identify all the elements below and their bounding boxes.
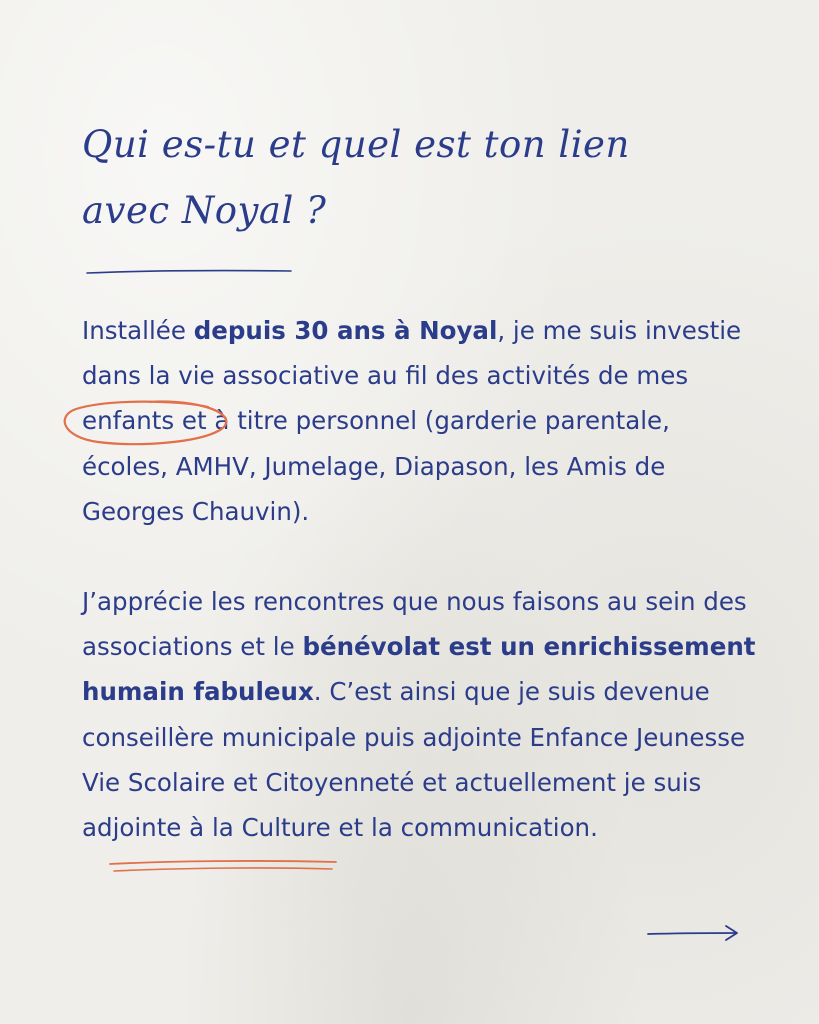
p2-bold-1: bénévolat est un enrichissement humain fabuleux (82, 632, 756, 707)
title-line-2: avec Noyal ? (82, 189, 327, 232)
p1-text-2: , je me suis investie dans la vie associative au fil des activités de mes enfants et à titre personnel (garderie parentale, écoles, AMHV, Jumelage, Diapason, les Amis de Georges Chauvin). (82, 316, 742, 526)
arrow-right-icon[interactable] (644, 922, 744, 944)
paragraph-2 (82, 579, 762, 850)
p1-text-1: Installée (82, 316, 194, 345)
slide-title (82, 112, 722, 244)
title-line-1: Qui es-tu et quel est ton lien (82, 123, 630, 166)
p2-text-1: J’apprécie les rencontres que nous faisons au sein des associations et le (82, 587, 747, 662)
title-divider (86, 264, 292, 278)
hand-drawn-underline (108, 856, 340, 878)
p2-text-2: . C’est ainsi que je suis devenue conseillère municipale puis adjointe Enfance Jeunesse Vie Scolaire et Citoyenneté et actuellement je suis adjointe à la Culture et la communication. (82, 677, 746, 843)
body-text (82, 308, 762, 850)
p1-bold-1: depuis 30 ans à Noyal (193, 316, 498, 345)
hand-drawn-circle-highlight (58, 397, 230, 447)
